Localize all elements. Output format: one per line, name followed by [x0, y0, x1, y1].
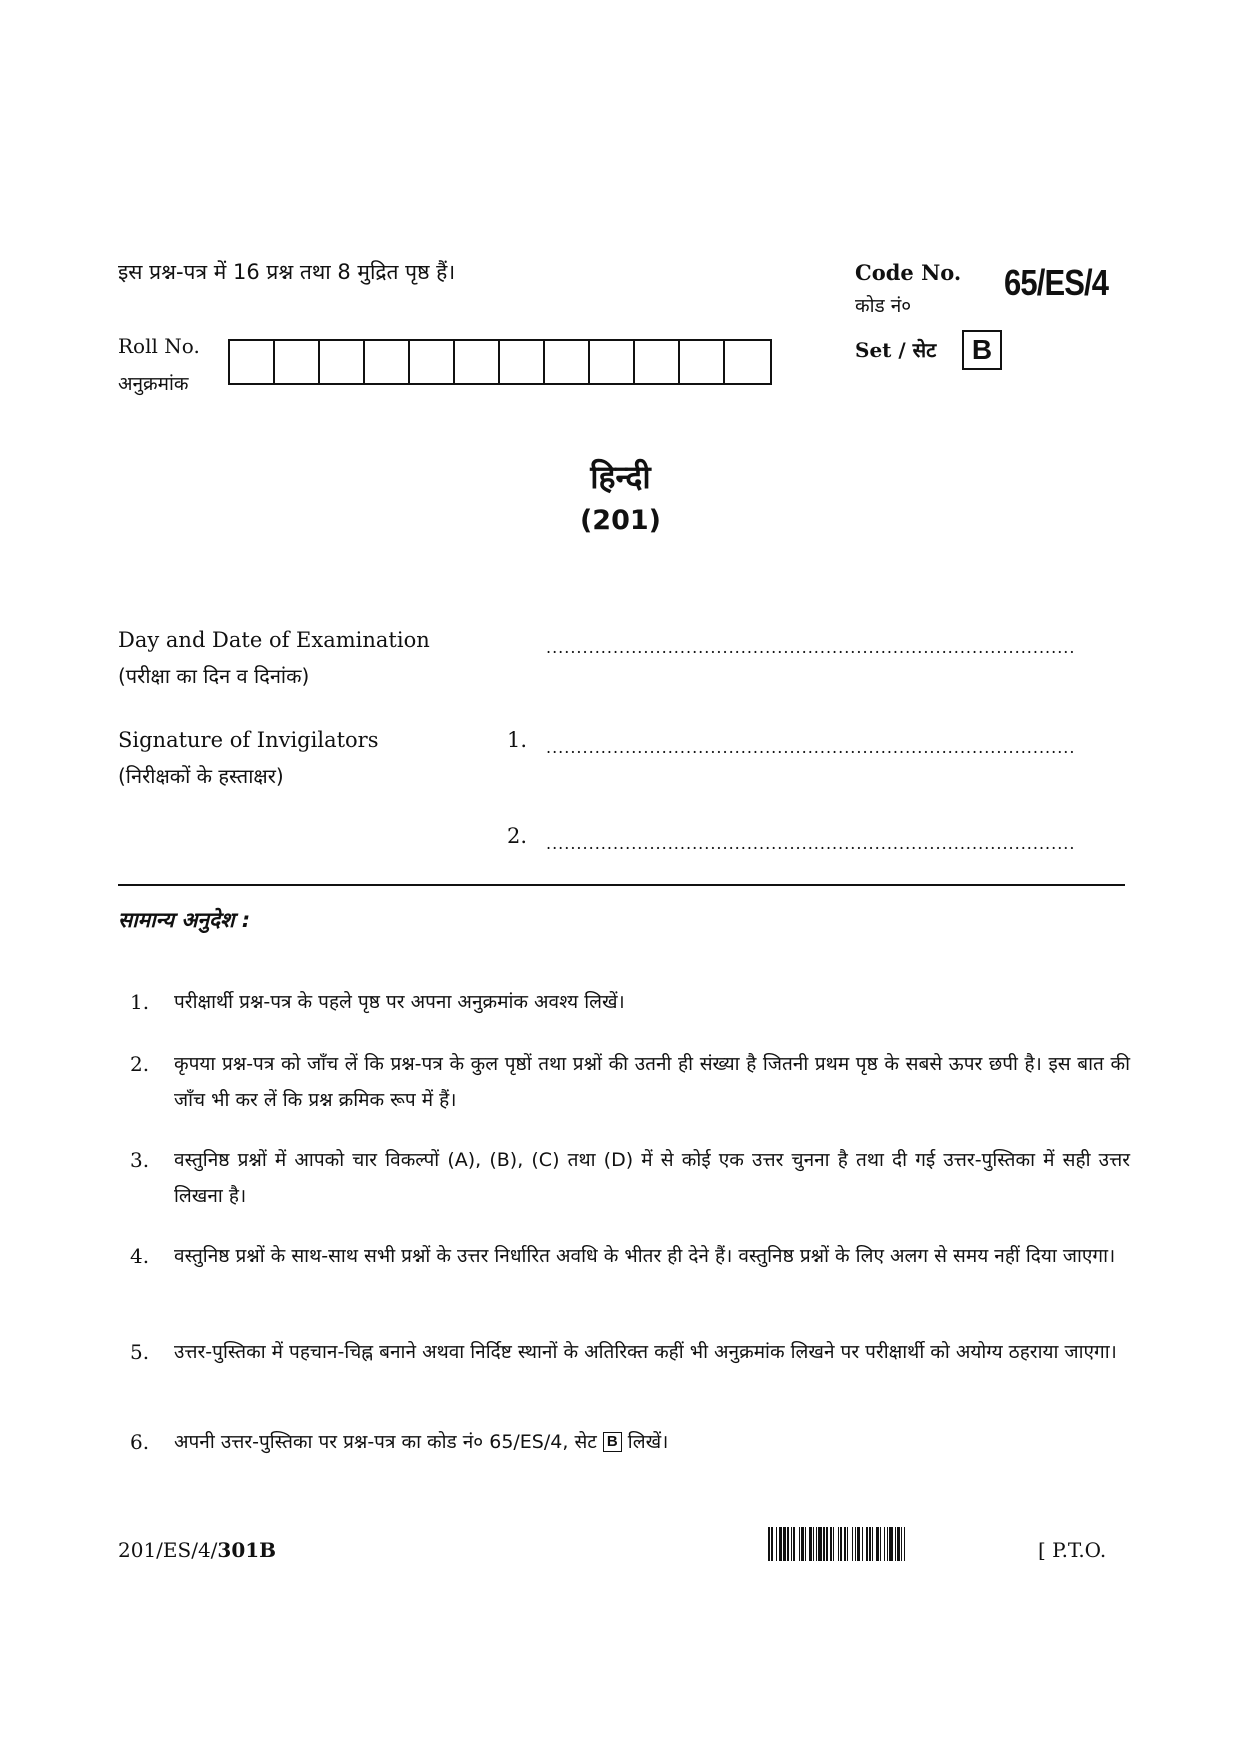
instruction-number: 1.: [130, 990, 150, 1014]
instruction-item: [130, 984, 1130, 1020]
roll-number-box[interactable]: [320, 341, 365, 383]
subject-code: (201): [579, 505, 662, 536]
instruction-item: [130, 1334, 1130, 1370]
instruction-text-before: अपनी उत्तर-पुस्तिका पर प्रश्न-पत्र का कोड नं० 65/ES/4, सेट: [174, 1431, 597, 1453]
instruction-number: 5.: [130, 1340, 150, 1364]
instruction-text: कृपया प्रश्न-पत्र को जाँच लें कि प्रश्न-पत्र के कुल पृष्ठों तथा प्रश्नों की उतनी ही संख्या है जितनी प्रथम पृष्ठ के सबसे ऊपर छपी है। इस बात की जाँच भी कर लें कि प्रश्न क्रमिक रूप में हैं।: [174, 1053, 1130, 1111]
roll-label-hindi: अनुक्रमांक: [118, 373, 189, 395]
roll-number-box[interactable]: [635, 341, 680, 383]
paper-code-footer: [118, 1538, 276, 1562]
instruction-text: परीक्षार्थी प्रश्न-पत्र के पहले पृष्ठ पर अपना अनुक्रमांक अवश्य लिखें।: [174, 991, 625, 1013]
exam-date-line[interactable]: .......................................................................................: [546, 638, 1076, 657]
instruction-text: वस्तुनिष्ठ प्रश्नों के साथ-साथ सभी प्रश्नों के उत्तर निर्धारित अवधि के भीतर ही देने हैं। वस्तुनिष्ठ प्रश्नों के लिए अलग से समय नहीं दिया जाएगा।: [174, 1245, 1116, 1267]
roll-label: Roll No.: [118, 334, 200, 358]
roll-number-box[interactable]: [455, 341, 500, 383]
code-label-hindi: कोड नं०: [855, 295, 912, 317]
roll-number-boxes[interactable]: [228, 339, 772, 385]
divider: [118, 884, 1125, 886]
invigilators-label-hindi: (निरीक्षकों के हस्ताक्षर): [118, 764, 284, 788]
code-label: Code No.: [855, 260, 962, 285]
instruction-text: वस्तुनिष्ठ प्रश्नों में आपको चार विकल्पों (A), (B), (C) तथा (D) में से कोई एक उत्तर चुनना है तथा दी गई उत्तर-पुस्तिका में सही उत्तर लिखना है।: [174, 1149, 1130, 1207]
roll-number-box[interactable]: [230, 341, 275, 383]
instruction-text: [174, 1424, 1130, 1460]
roll-number-box[interactable]: [410, 341, 455, 383]
barcode-gap: [905, 1527, 908, 1561]
roll-number-box[interactable]: [500, 341, 545, 383]
paper-code-prefix: 201/ES/4/: [118, 1538, 218, 1562]
invigilators-label: Signature of Invigilators: [118, 728, 379, 752]
instruction-item: [130, 1142, 1130, 1214]
exam-date-label: Day and Date of Examination: [118, 628, 430, 652]
instruction-number: 6.: [130, 1430, 150, 1454]
instruction-item: [130, 1046, 1130, 1118]
instruction-number: 3.: [130, 1148, 150, 1172]
invigilator-1-line[interactable]: .......................................................................................: [546, 738, 1076, 757]
pto-label: [ P.T.O.: [1038, 1538, 1107, 1562]
set-mini-box: B: [603, 1432, 622, 1452]
exam-date-label-hindi: (परीक्षा का दिन व दिनांक): [118, 664, 310, 688]
page-count-note: इस प्रश्न-पत्र में 16 प्रश्न तथा 8 मुद्रित पृष्ठ हैं।: [118, 260, 456, 284]
instruction-number: 4.: [130, 1244, 150, 1268]
roll-number-box[interactable]: [545, 341, 590, 383]
invigilator-1-number: 1.: [507, 728, 528, 752]
invigilator-2-line[interactable]: .......................................................................................: [546, 834, 1076, 853]
subject-title: हिन्दी: [590, 458, 651, 496]
instructions-heading: सामान्य अनुदेश :: [118, 908, 251, 932]
invigilator-2-number: 2.: [507, 824, 528, 848]
instruction-item: [130, 1238, 1130, 1274]
instruction-text-after: लिखें।: [627, 1431, 669, 1453]
roll-number-box[interactable]: [275, 341, 320, 383]
code-value: 65/ES/4: [1004, 262, 1109, 303]
paper-code-suffix: 301B: [217, 1538, 277, 1562]
instruction-text: उत्तर-पुस्तिका में पहचान-चिह्न बनाने अथवा निर्दिष्ट स्थानों के अतिरिक्त कहीं भी अनुक्रमांक लिखने पर परीक्षार्थी को अयोग्य ठहराया जाएगा।: [174, 1341, 1117, 1363]
set-label: Set / सेट: [855, 338, 937, 362]
set-box: B: [962, 330, 1002, 370]
roll-number-box[interactable]: [365, 341, 410, 383]
barcode: [768, 1527, 1028, 1561]
instruction-item: [130, 1424, 1130, 1460]
roll-number-box[interactable]: [725, 341, 770, 383]
roll-number-box[interactable]: [680, 341, 725, 383]
roll-number-box[interactable]: [590, 341, 635, 383]
instruction-number: 2.: [130, 1052, 150, 1076]
